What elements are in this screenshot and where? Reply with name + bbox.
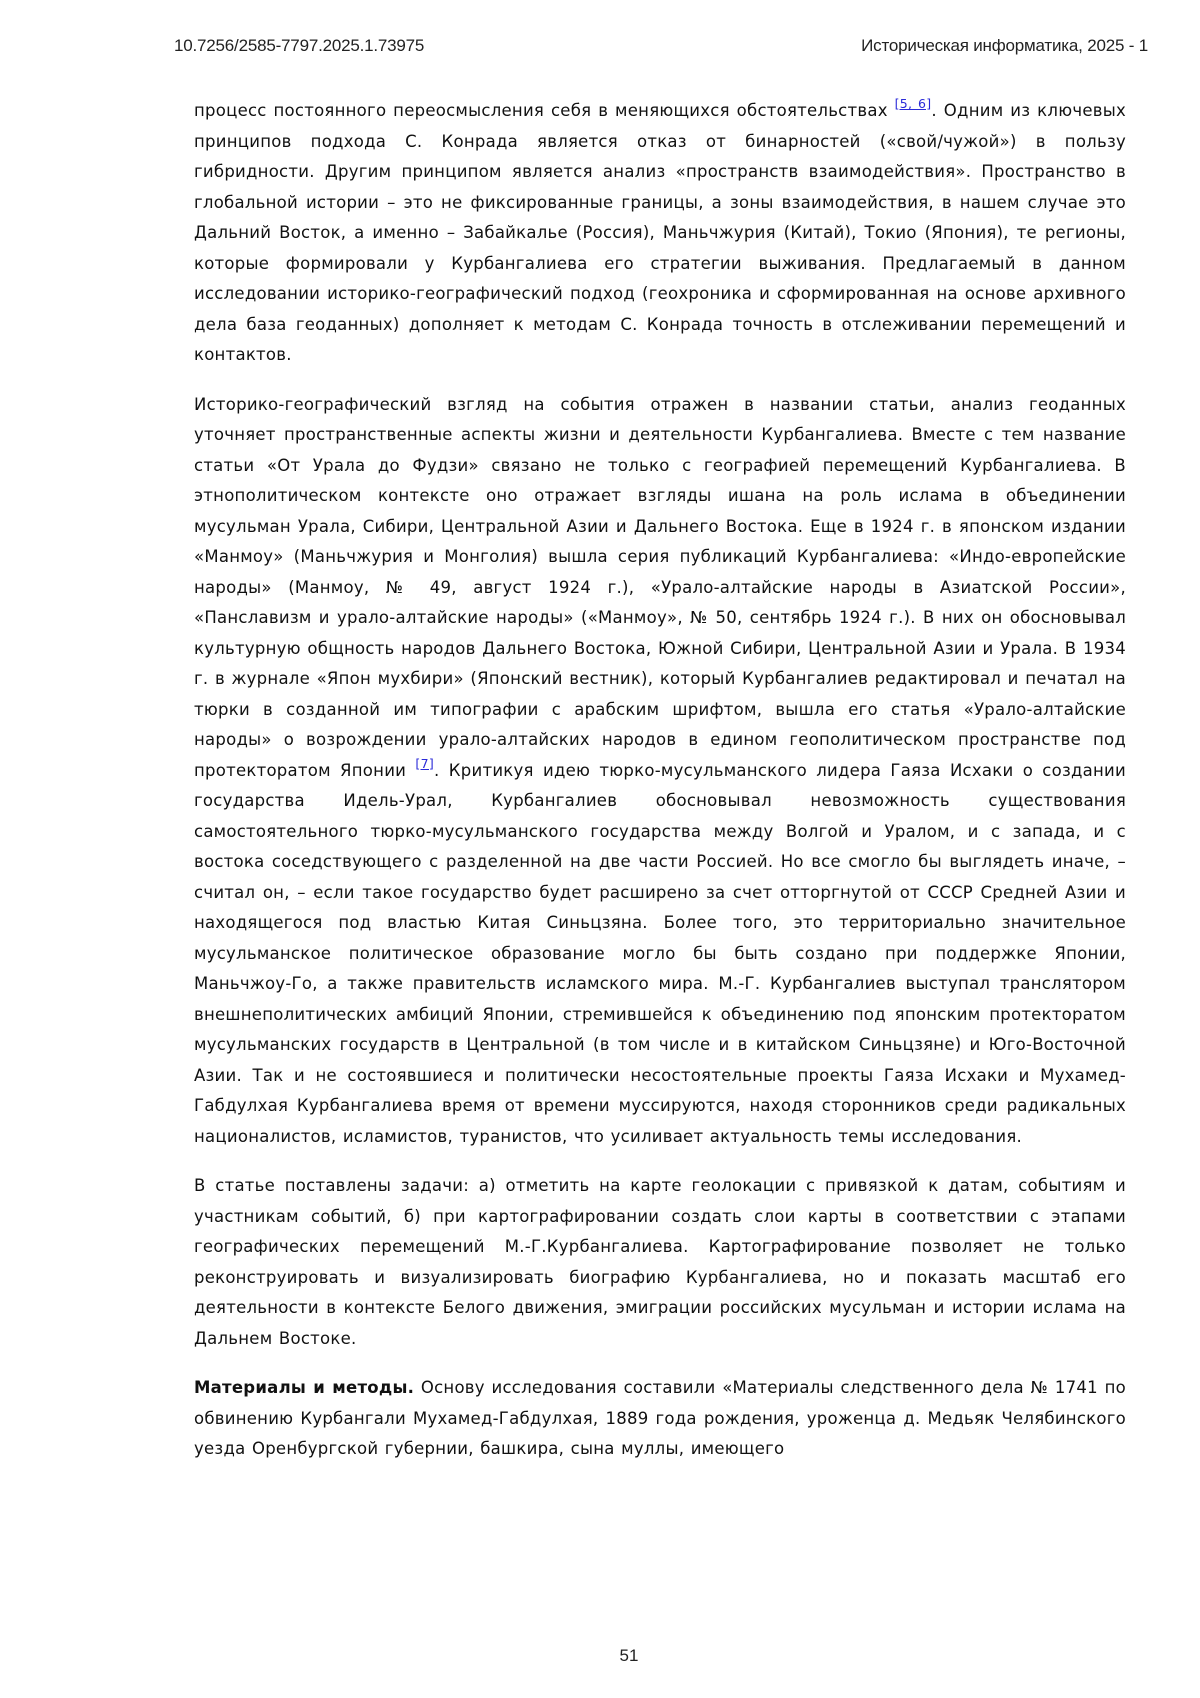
journal-header: Историческая информатика, 2025 - 1	[861, 36, 1148, 55]
paragraph-1-text-b: . Одним из ключевых принципов подхода С. Конрада является отказ от бинарностей («свой/чужой») в пользу гибридности. Другим принципом является анализ «пространств взаимодействия». Пространство в глобальной истории – это не фиксированные границы, а зоны взаимодействия, в нашем случае это Дальний Восток, а именно – Забайкалье (Россия), Маньчжурия (Китай), Токио (Япония), те регионы, которые формировали у Курбангалиева его стратегии выживания. Предлагаемый в данном исследовании историко-географический подход (геохроника и сформированная на основе архивного дела база геоданных) дополняет к методам С. Конрада точность в отслеживании перемещений и контактов.	[194, 101, 1127, 364]
article-body	[194, 96, 1126, 1484]
doi-header: 10.7256/2585-7797.2025.1.73975	[174, 36, 425, 55]
paragraph-1	[194, 96, 1126, 371]
paragraph-3: В статье поставлены задачи: а) отметить на карте геолокации с привязкой к датам, событиям и участникам событий, б) при картографировании создать слои карты в соответствии с этапами географических перемещений М.-Г.Курбангалиева. Картографирование позволяет не только реконструировать и визуализировать биографию Курбангалиева, но и показать масштаб его деятельности в контексте Белого движения, эмиграции российских мусульман и истории ислама на Дальнем Востоке.	[194, 1176, 1126, 1348]
reference-link-7[interactable]: [7]	[415, 755, 435, 771]
paragraph-4-text: Основу исследования составили «Материалы следственного дела № 1741 по обвинению Курбангали Мухамед-Габдулхая, 1889 года рождения, уроженца д. Медьяк Челябинского уезда Оренбургской губернии, башкира, сына муллы, имеющего	[194, 1378, 1126, 1458]
paragraph-4	[194, 1373, 1126, 1465]
paragraph-1-text-a: процесс постоянного переосмысления себя в меняющихся обстоятельствах	[194, 101, 888, 120]
page-number: 51	[619, 1646, 639, 1665]
paragraph-2-text-a: Историко-географический взгляд на события отражен в названии статьи, анализ геоданных уточняет пространственные аспекты жизни и деятельности Курбангалиева. Вместе с тем название статьи «От Урала до Фудзи» связано не только с географией перемещений Курбангалиева. В этнополитическом контексте оно отражает взгляды ишана на роль ислама в объединении мусульман Урала, Сибири, Центральной Азии и Дальнего Востока. Еще в 1924 г. в японском издании «Манмоу» (Маньчжурия и Монголия) вышла серия публикаций Курбангалиева: «Индо-европейские народы» (Манмоу, № 49, август 1924 г.), «Урало-алтайские народы в Азиатской России», «Панславизм и урало-алтайские народы» («Манмоу», № 50, сентябрь 1924 г.). В них он обосновывал культурную общность народов Дальнего Востока, Южной Сибири, Центральной Азии и Урала. В 1934 г. в журнале «Япон мухбири» (Японский вестник), который Курбангалиев редактировал и печатал на тюрки в созданной им типографии с арабским шрифтом, вышла его статья «Урало-алтайские народы» о возрождении урало-алтайских народов в едином геополитическом пространстве под протекторатом Японии	[194, 394, 1126, 780]
paragraph-2-text-b: . Критикуя идею тюрко-мусульманского лидера Гаяза Исхаки о создании государства Идель-Урал, Курбангалиев обосновывал невозможность существования самостоятельного тюрко-мусульманского государства между Волгой и Уралом, и с запада, и с востока соседствующего с разделенной на две части Россией. Но все смогло бы выглядеть иначе, – считал он, – если такое государство будет расширено за счет отторгнутой от СССР Средней Азии и находящегося под властью Китая Синьцзяна. Более того, это территориально значительное мусульманское политическое образование могло бы быть создано при поддержке Японии, Маньчжоу-Го, а также правительств исламского мира. М.-Г. Курбангалиев выступал транслятором внешнеполитических амбиций Японии, стремившейся к объединению под японским протекторатом мусульманских государств в Центральной (в том числе и в китайском Синьцзяне) и Юго-Восточной Азии. Так и не состоявшиеся и политически несостоятельные проекты Гаяза Исхаки и Мухамед-Габдулхая Курбангалиева время от времени муссируются, находя сторонников среди радикальных националистов, исламистов, туранистов, что усиливает актуальность темы исследования.	[194, 760, 1127, 1146]
reference-link-5-6[interactable]: [5, 6]	[894, 96, 932, 111]
section-heading-materials: Материалы и методы.	[194, 1378, 415, 1397]
paragraph-2	[194, 390, 1126, 1153]
